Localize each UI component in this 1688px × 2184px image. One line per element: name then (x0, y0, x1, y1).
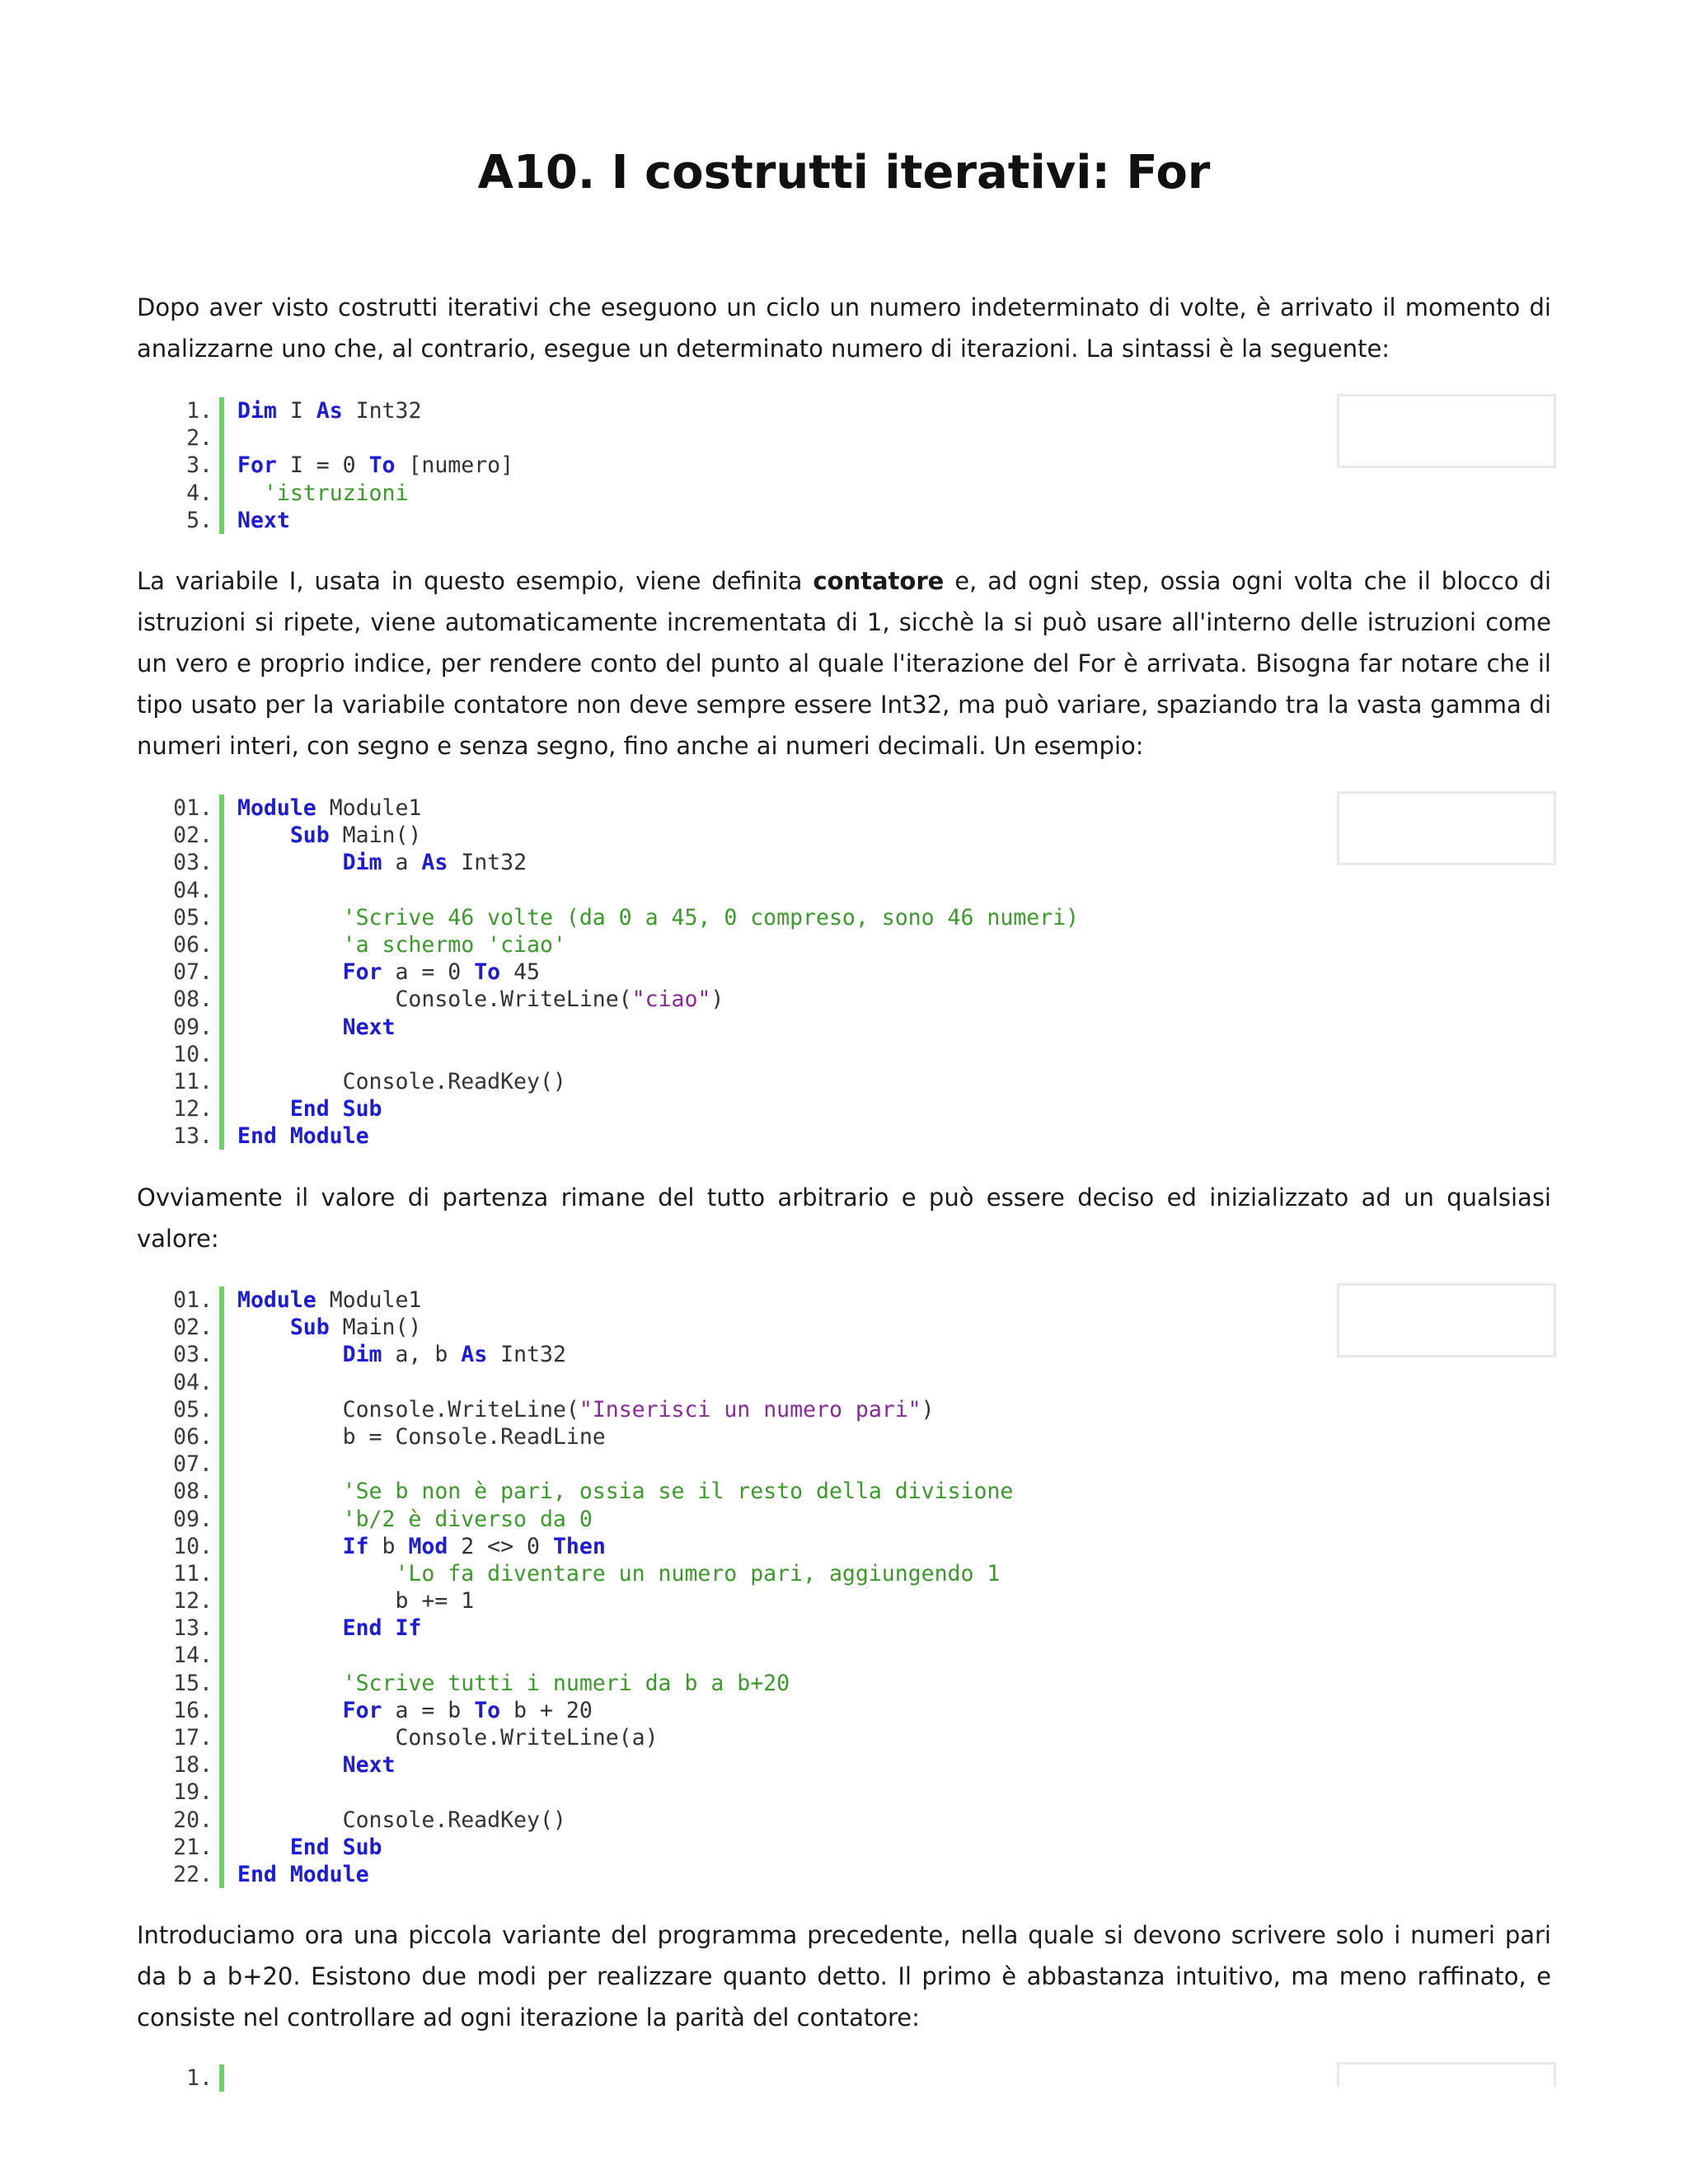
code-token: b + 20 (500, 1697, 593, 1723)
code-token (237, 1698, 343, 1723)
code-comment: 'a schermo 'ciao' (342, 931, 566, 958)
code-line (137, 1642, 1554, 1669)
code-text (237, 1286, 421, 1314)
line-number: 4. (186, 480, 213, 506)
code-text (237, 1014, 395, 1041)
code-token (237, 1534, 343, 1559)
gutter-bar (219, 1751, 224, 1779)
code-text (237, 480, 408, 507)
line-number: 05. (173, 1396, 213, 1422)
code-line (137, 1068, 1554, 1095)
code-line (137, 1041, 1554, 1068)
gutter-bar (219, 1122, 224, 1150)
line-number: 04. (173, 1369, 213, 1395)
gutter-bar (219, 480, 224, 507)
code-line (137, 931, 1554, 958)
code-token: I = 0 (276, 452, 369, 479)
gutter-bar (219, 986, 224, 1013)
code-token: [numero] (395, 452, 514, 479)
gutter-bar (219, 1314, 224, 1341)
gutter-bar (219, 1670, 224, 1697)
gutter-bar (219, 507, 224, 534)
line-number: 10. (173, 1533, 213, 1559)
code-text (237, 822, 421, 849)
line-number: 20. (173, 1807, 213, 1833)
code-token (237, 1015, 343, 1040)
code-line (137, 507, 1554, 534)
paragraph-intro: Dopo aver visto costrutti iterativi che eseguono un ciclo un numero indeterminato di volte, è arrivato il momento di analizzarne uno che, al contrario, esegue un determinato numero di iterazioni. La sintassi è la seguente: (137, 293, 1551, 363)
code-comment: 'b/2 è diverso da 0 (342, 1506, 593, 1532)
code-token: 2 <> 0 (448, 1533, 553, 1559)
code-token (237, 1315, 290, 1340)
code-token (237, 1096, 290, 1122)
gutter-bar (219, 1861, 224, 1888)
copy-code-button[interactable] (1337, 394, 1556, 468)
code-keyword: Dim (237, 398, 277, 424)
code-keyword: As (316, 398, 343, 424)
gutter-bar (219, 424, 224, 452)
line-number: 21. (173, 1834, 213, 1860)
line-number: 14. (173, 1643, 213, 1669)
code-line (137, 1423, 1554, 1451)
code-text (237, 1670, 790, 1697)
code-token (237, 1671, 343, 1696)
gutter-bar (219, 794, 224, 822)
code-text (237, 1478, 1013, 1505)
code-line (137, 1122, 1554, 1150)
code-token: Module1 (316, 1287, 422, 1313)
gutter-bar (219, 1014, 224, 1041)
line-number: 10. (173, 1041, 213, 1067)
code-token (237, 959, 343, 985)
code-line (137, 904, 1554, 931)
code-token: Main() (329, 823, 422, 849)
code-comment: 'Se b non è pari, ossia se il resto della divisione (342, 1479, 1014, 1505)
gutter-bar (219, 2064, 224, 2092)
code-string: "ciao" (631, 987, 711, 1013)
line-number: 11. (173, 1068, 213, 1094)
code-line (137, 986, 1554, 1013)
code-token: 45 (500, 959, 540, 986)
gutter-bar (219, 1423, 224, 1451)
code-keyword: Next (342, 1752, 396, 1779)
code-token (237, 1615, 343, 1641)
code-keyword: End Module (237, 1861, 369, 1887)
code-keyword: For (342, 959, 382, 986)
line-number: 06. (173, 1423, 213, 1450)
code-line (137, 958, 1554, 986)
line-number: 1. (186, 2065, 213, 2091)
code-text (237, 1807, 566, 1834)
code-text (237, 1587, 474, 1615)
code-line (137, 1861, 1554, 1888)
gutter-bar (219, 822, 224, 849)
code-line (137, 1451, 1554, 1478)
code-token (237, 905, 343, 930)
line-number: 16. (173, 1697, 213, 1723)
code-token (237, 1835, 290, 1860)
gutter-bar (219, 1478, 224, 1505)
code-keyword: End If (342, 1615, 422, 1642)
code-text (237, 1861, 369, 1888)
code-text (237, 397, 421, 424)
code-keyword: Dim (342, 850, 382, 876)
line-number: 5. (186, 507, 213, 533)
code-token: Module1 (316, 795, 422, 821)
code-token: b (368, 1533, 409, 1559)
line-number: 06. (173, 931, 213, 958)
code-token: I (276, 398, 316, 424)
code-token: b += 1 (237, 1588, 475, 1615)
code-text (237, 1751, 395, 1779)
code-token: Int32 (342, 398, 422, 424)
code-text (237, 1560, 1000, 1587)
line-number: 03. (173, 850, 213, 876)
code-text (237, 986, 724, 1013)
code-text (237, 1423, 606, 1451)
line-number: 05. (173, 904, 213, 930)
gutter-bar (219, 1068, 224, 1095)
code-text (237, 1068, 566, 1095)
code-token: a = 0 (382, 959, 475, 986)
code-line (137, 1369, 1554, 1396)
code-text (237, 452, 513, 479)
code-text (237, 1615, 421, 1642)
gutter-bar (219, 1506, 224, 1533)
code-text (237, 1341, 566, 1368)
line-number: 1. (186, 398, 213, 424)
line-number: 09. (173, 1506, 213, 1532)
code-keyword: To (474, 1697, 501, 1723)
code-token: a (382, 850, 422, 876)
code-token (237, 823, 290, 848)
code-token: Int32 (448, 850, 528, 876)
code-line (137, 1506, 1554, 1533)
code-keyword: Module (237, 795, 316, 821)
line-number: 04. (173, 877, 213, 903)
gutter-bar (219, 1615, 224, 1642)
code-keyword: Sub (289, 1315, 330, 1341)
copy-code-button[interactable] (1337, 1283, 1556, 1357)
code-text (237, 1314, 421, 1341)
code-keyword: End Sub (289, 1096, 382, 1122)
line-number: 02. (173, 1315, 213, 1341)
line-number: 3. (186, 452, 213, 479)
code-token: a, b (382, 1342, 462, 1368)
code-token: Console.ReadKey() (237, 1807, 566, 1833)
code-text (237, 507, 290, 534)
code-text (237, 1506, 593, 1533)
line-number: 01. (173, 795, 213, 821)
code-line (137, 1014, 1554, 1041)
gutter-bar (219, 958, 224, 986)
gutter-bar (219, 1697, 224, 1724)
gutter-bar (219, 1779, 224, 1806)
code-line (137, 1478, 1554, 1505)
gutter-bar (219, 1396, 224, 1423)
gutter-bar (219, 1286, 224, 1314)
line-number: 17. (173, 1725, 213, 1750)
gutter-bar (219, 1642, 224, 1669)
code-token: Console.WriteLine( (237, 1396, 579, 1422)
code-text (237, 1095, 382, 1122)
gutter-bar (219, 877, 224, 904)
paragraph-variante: Introduciamo ora una piccola variante del programma precedente, nella quale si devono scrivere solo i numeri pari da b a b+20. Esistono due modi per realizzare quanto detto. Il primo è abbastanza intuitivo, ma meno raffinato, e consiste nel controllare ad ogni iterazione la parità del contatore: (137, 1921, 1551, 2032)
code-keyword: Module (237, 1287, 316, 1313)
code-token (237, 1507, 343, 1532)
gutter-bar (219, 1533, 224, 1560)
gutter-bar (219, 1041, 224, 1068)
line-number: 11. (173, 1560, 213, 1586)
code-text (237, 1396, 935, 1423)
code-line (137, 1095, 1554, 1122)
code-line (137, 1779, 1554, 1806)
code-block-3 (137, 1286, 1554, 1888)
code-keyword: For (342, 1697, 382, 1723)
code-token (237, 1561, 395, 1586)
code-text (237, 1533, 606, 1560)
code-line (137, 1834, 1554, 1861)
code-text (237, 1834, 382, 1861)
gutter-bar (219, 904, 224, 931)
line-number: 08. (173, 1479, 213, 1505)
code-keyword: To (474, 959, 501, 986)
code-text (237, 849, 527, 876)
paragraph-valore-partenza: Ovviamente il valore di partenza rimane del tutto arbitrario e può essere deciso ed inizializzato ad un qualsiasi valore: (137, 1183, 1551, 1253)
code-token: b = Console.ReadLine (237, 1423, 606, 1450)
code-keyword: Then (552, 1533, 606, 1559)
gutter-bar (219, 1587, 224, 1615)
line-number: 2. (186, 425, 213, 452)
code-text (237, 904, 1079, 931)
code-token: Main() (329, 1315, 422, 1341)
line-number: 01. (173, 1287, 213, 1313)
gutter-bar (219, 1451, 224, 1478)
code-token (237, 1752, 343, 1778)
code-keyword: If (342, 1533, 369, 1559)
paragraph-text: La variabile I, usata in questo esempio, viene definita (137, 567, 814, 595)
gutter-bar (219, 397, 224, 424)
line-number: 19. (173, 1779, 213, 1806)
gutter-bar (219, 1560, 224, 1587)
gutter-bar (219, 1369, 224, 1396)
code-keyword: As (421, 850, 448, 876)
code-token: a = b (382, 1697, 475, 1723)
code-line (137, 1697, 1554, 1724)
code-text (237, 1697, 593, 1724)
code-keyword: End Sub (289, 1834, 382, 1860)
gutter-bar (219, 1834, 224, 1861)
gutter-bar (219, 1807, 224, 1834)
line-number: 07. (173, 1451, 213, 1478)
code-line (137, 1615, 1554, 1642)
gutter-bar (219, 931, 224, 958)
gutter-bar (219, 849, 224, 876)
code-keyword: End Module (237, 1123, 369, 1150)
code-token (237, 480, 264, 506)
code-keyword: To (368, 452, 396, 479)
code-comment: 'istruzioni (263, 480, 409, 506)
code-keyword: Sub (289, 823, 330, 849)
page-title: A10. I costrutti iterativi: For (477, 146, 1211, 199)
code-keyword: Next (342, 1014, 396, 1040)
code-keyword: Mod (408, 1533, 448, 1559)
line-number: 03. (173, 1342, 213, 1368)
code-keyword: Next (237, 507, 290, 533)
line-number: 12. (173, 1588, 213, 1615)
code-comment: 'Scrive tutti i numeri da b a b+20 (342, 1670, 790, 1696)
line-number: 13. (173, 1123, 213, 1150)
code-token (237, 932, 343, 958)
paragraph-contatore (137, 560, 1551, 766)
code-line (137, 877, 1554, 904)
code-string: "Inserisci un numero pari" (579, 1396, 921, 1422)
code-token: Console.WriteLine( (237, 987, 632, 1013)
code-text (237, 1122, 369, 1150)
code-line (137, 1396, 1554, 1423)
gutter-bar (219, 1724, 224, 1751)
code-text (237, 931, 566, 958)
line-number: 18. (173, 1752, 213, 1779)
code-keyword: For (237, 452, 277, 479)
code-line (137, 1670, 1554, 1697)
copy-code-button[interactable] (1337, 791, 1556, 865)
line-number: 07. (173, 959, 213, 986)
paragraph-text: e, ad ogni step, ossia ogni volta che il blocco di istruzioni si ripete, viene automaticamente incrementata di 1, sicchè la si può usare all'interno delle istruzioni come un vero e proprio indice, per rendere conto del punto al quale l'iterazione del For è arrivata. Bisogna far notare che il tipo usato per la variabile contatore non deve sempre essere Int32, ma può variare, spaziando tra la vasta gamma di numeri interi, con segno e senza segno, fino anche ai numeri decimali. Un esempio: (137, 567, 1552, 760)
code-text (237, 1724, 659, 1751)
gutter-bar (219, 1341, 224, 1368)
line-number: 09. (173, 1014, 213, 1040)
code-line (137, 1533, 1554, 1560)
code-keyword: As (461, 1342, 488, 1368)
code-line (137, 1807, 1554, 1834)
gutter-bar (219, 452, 224, 479)
code-token: ) (921, 1396, 935, 1422)
code-line (137, 1751, 1554, 1779)
code-line (137, 1560, 1554, 1587)
code-token: Console.ReadKey() (237, 1068, 566, 1094)
copy-code-button[interactable] (1337, 2062, 1556, 2087)
code-text (237, 958, 540, 986)
line-number: 02. (173, 823, 213, 849)
code-line (137, 1587, 1554, 1615)
line-number: 22. (173, 1861, 213, 1887)
code-token: Int32 (487, 1342, 566, 1368)
code-line (137, 1724, 1554, 1751)
keyword-contatore: contatore (813, 567, 945, 595)
line-number: 08. (173, 987, 213, 1013)
code-keyword: Dim (342, 1342, 382, 1368)
line-number: 15. (173, 1670, 213, 1696)
line-number: 12. (173, 1096, 213, 1122)
code-token (237, 1479, 343, 1504)
code-token (237, 850, 343, 875)
code-token: Console.WriteLine(a) (237, 1725, 659, 1750)
code-text (237, 794, 421, 822)
code-token (237, 1342, 343, 1367)
code-token: ) (710, 987, 724, 1013)
code-comment: 'Scrive 46 volte (da 0 a 45, 0 compreso, sono 46 numeri) (342, 904, 1080, 930)
gutter-bar (219, 1095, 224, 1122)
code-comment: 'Lo fa diventare un numero pari, aggiungendo 1 (395, 1560, 1001, 1586)
code-line (137, 480, 1554, 507)
line-number: 13. (173, 1615, 213, 1642)
